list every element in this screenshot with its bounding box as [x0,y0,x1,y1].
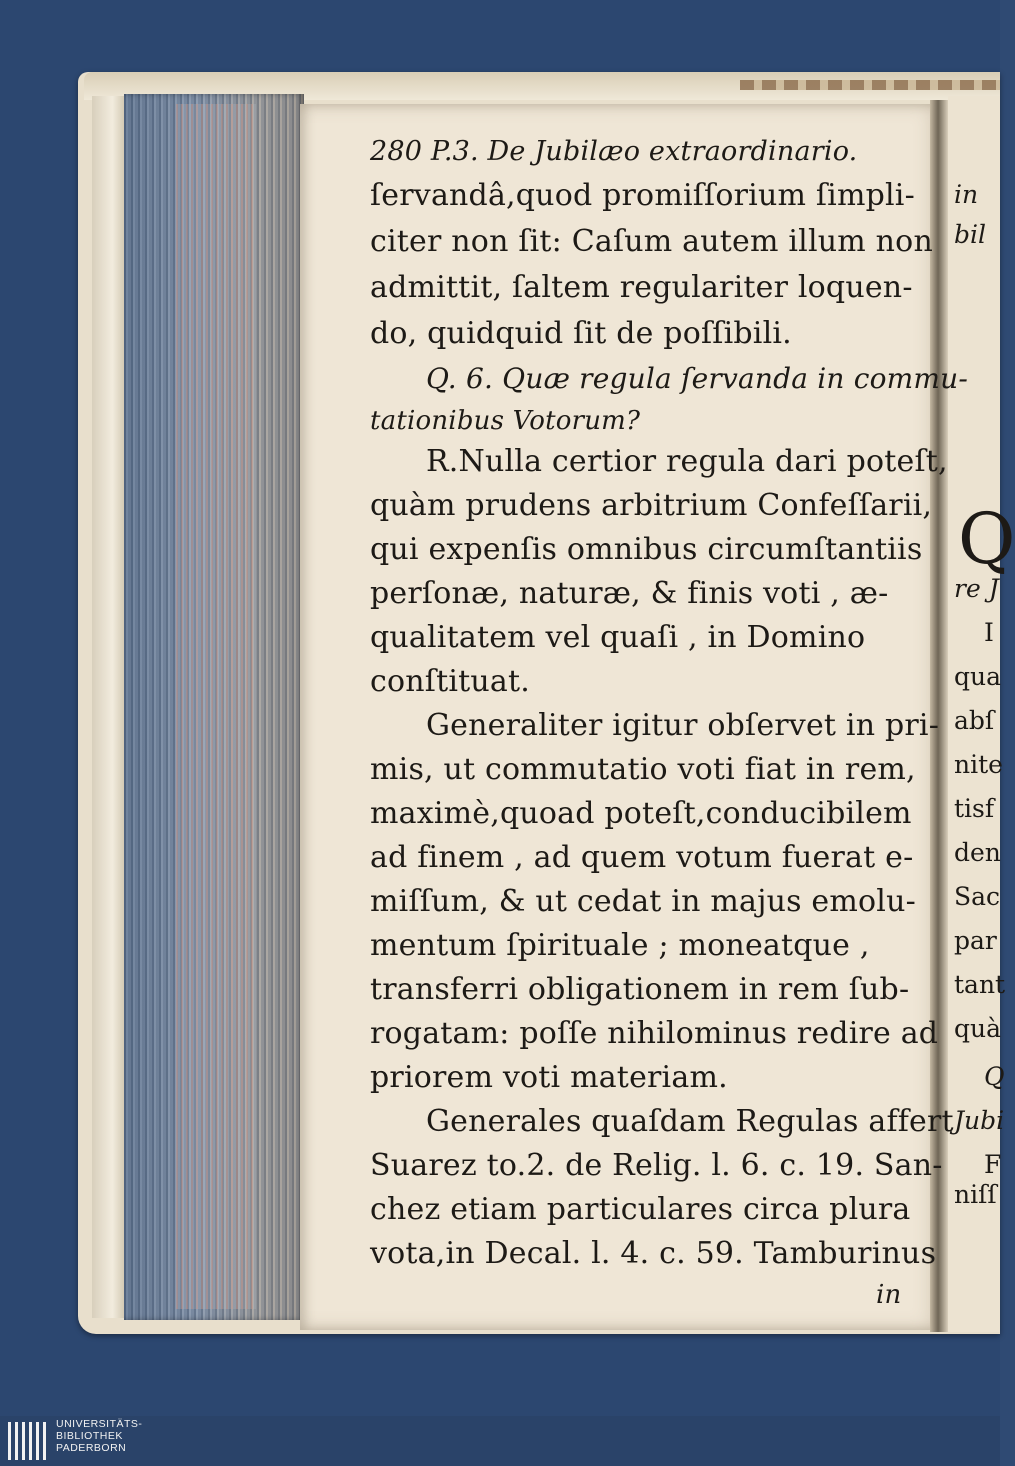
facing-line: tant [954,970,1006,999]
catchword: in [876,1280,902,1310]
text-line: chez etiam particulares circa plura [370,1192,911,1227]
text-line: vota,in Decal. l. 4. c. 59. Tamburinus [370,1236,937,1271]
text-line: qui expenſis omnibus circumſtantiis [370,532,923,567]
facing-line: den [954,838,1001,867]
facing-line: I [984,618,994,647]
text-line: perſonæ, naturæ, & finis voti , æ- [370,576,889,611]
text-line: transferri obligationem in rem ſub- [370,972,910,1007]
text-line: ſervandâ,quod promiſſorium ſimpli- [370,178,915,213]
text-line: Suarez to.2. de Relig. l. 6. c. 19. San- [370,1148,943,1183]
text-line: citer non ſit: Caſum autem illum non [370,224,933,259]
facing-page-text [954,150,1006,1179]
library-name-line: UNIVERSITÄTS- [56,1418,143,1430]
facing-line: Jubi [954,1106,1005,1135]
text-line: miſſum, & ut cedat in majus emolu- [370,884,916,919]
text-line: admittit, ſaltem regulariter loquen- [370,270,913,305]
facing-line: F [984,1150,1002,1179]
text-line: priorem voti materiam. [370,1060,728,1095]
binding-stitch [740,80,1000,90]
text-line: rogatam: poſſe nihilominus redire ad [370,1016,939,1051]
facing-line: in [954,180,979,209]
text-line: mentum ſpirituale ; moneatque , [370,928,870,963]
text-line: mis, ut commutatio voti fiat in rem, [370,752,916,787]
facing-line: Q [984,1062,1005,1091]
text-line: Generales quaſdam Regulas affert [426,1104,954,1139]
text-line: Generaliter igitur obſervet in pri- [426,708,940,743]
library-logo-icon [8,1422,52,1460]
text-line: quàm prudens arbitrium Confeſſarii, [370,488,933,523]
page-block-tint [176,104,256,1309]
facing-line: par [954,926,997,955]
text-line: qualitatem vel quaſi , in Domino [370,620,866,655]
facing-line: bil [954,220,986,249]
facing-line: tisf [954,794,995,823]
question-line: tationibus Votorum? [370,406,641,436]
facing-line: abſ [954,706,995,735]
text-line: ad finem , ad quem votum fuerat e- [370,840,914,875]
cover-spine-edge [92,96,126,1318]
facing-line: quà [954,1014,1002,1043]
facing-line: niſſ [954,1180,997,1209]
library-name [56,1418,142,1454]
facing-line: Sac [954,882,1001,911]
text-line: R.Nulla certior regula dari poteſt, [426,444,948,479]
text-line: do, quidquid ſit de poſſibili. [370,316,792,351]
facing-line: nite [954,750,1003,779]
text-line: conſtituat. [370,664,530,699]
facing-line: qua [954,662,1002,691]
text-line: maximè,quoad poteſt,conducibilem [370,796,912,831]
facing-line: re J [954,574,999,603]
facing-initial-letter: Q [958,498,1015,580]
library-name-line: BIBLIOTHEK [56,1430,123,1442]
library-name-line: PADERBORN [56,1442,127,1454]
question-line: Q. 6. Quæ regula ſervanda in commu- [426,362,969,395]
running-header: 280 P.3. De Jubilæo extraordinario. [370,136,858,167]
footer-bar [0,1416,1000,1466]
